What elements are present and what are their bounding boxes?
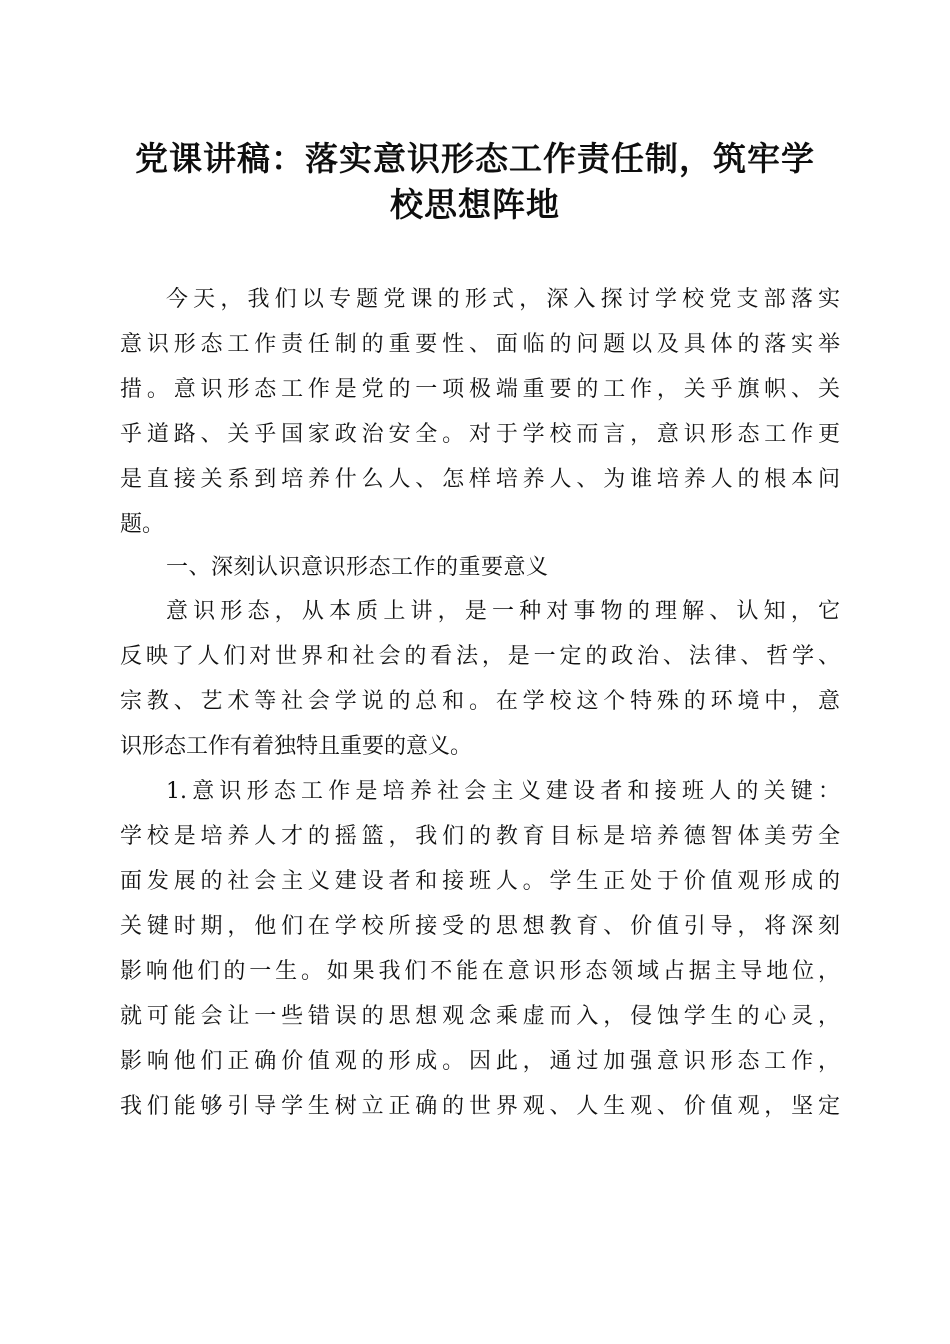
title-line-2: 校思想阵地	[390, 185, 560, 224]
intro-line: 今天，我们以专题党课的形式，深入探讨学校党支部落实	[166, 287, 840, 312]
point1-line: 学校是培养人才的摇篮，我们的教育目标是培养德智体美劳全	[120, 824, 840, 849]
point1-line: 影响他们的一生。如果我们不能在意识形态领域占据主导地位，	[120, 959, 840, 984]
intro-line: 题。	[120, 512, 165, 537]
intro-line: 意识形态工作责任制的重要性、面临的问题以及具体的落实举	[120, 332, 840, 357]
section1-line: 反映了人们对世界和社会的看法，是一定的政治、法律、哲学、	[120, 644, 840, 669]
point1-line: 我们能够引导学生树立正确的世界观、人生观、价值观，坚定	[120, 1094, 840, 1119]
intro-line: 是直接关系到培养什么人、怎样培养人、为谁培养人的根本问	[120, 467, 840, 492]
point1-line: 关键时期，他们在学校所接受的思想教育、价值引导，将深刻	[120, 914, 840, 939]
section1-line: 意识形态，从本质上讲，是一种对事物的理解、认知，它	[166, 599, 840, 624]
section1-line: 宗教、艺术等社会学说的总和。在学校这个特殊的环境中，意	[120, 689, 840, 714]
document-title	[100, 136, 850, 228]
intro-line: 措。意识形态工作是党的一项极端重要的工作，关乎旗帜、关	[120, 377, 840, 402]
point1-line: 就可能会让一些错误的思想观念乘虚而入，侵蚀学生的心灵，	[120, 1004, 840, 1029]
intro-line: 乎道路、关乎国家政治安全。对于学校而言，意识形态工作更	[120, 422, 840, 447]
point1-line: 影响他们正确价值观的形成。因此，通过加强意识形态工作，	[120, 1049, 840, 1074]
point1-line: 面发展的社会主义建设者和接班人。学生正处于价值观形成的	[120, 869, 840, 894]
section-heading: 一、深刻认识意识形态工作的重要意义	[166, 555, 549, 580]
section1-line: 识形态工作有着独特且重要的意义。	[120, 734, 473, 759]
title-line-1: 党课讲稿：落实意识形态工作责任制，筑牢学	[135, 139, 815, 178]
point1-line: 1.意识形态工作是培养社会主义建设者和接班人的关键：	[166, 779, 840, 804]
